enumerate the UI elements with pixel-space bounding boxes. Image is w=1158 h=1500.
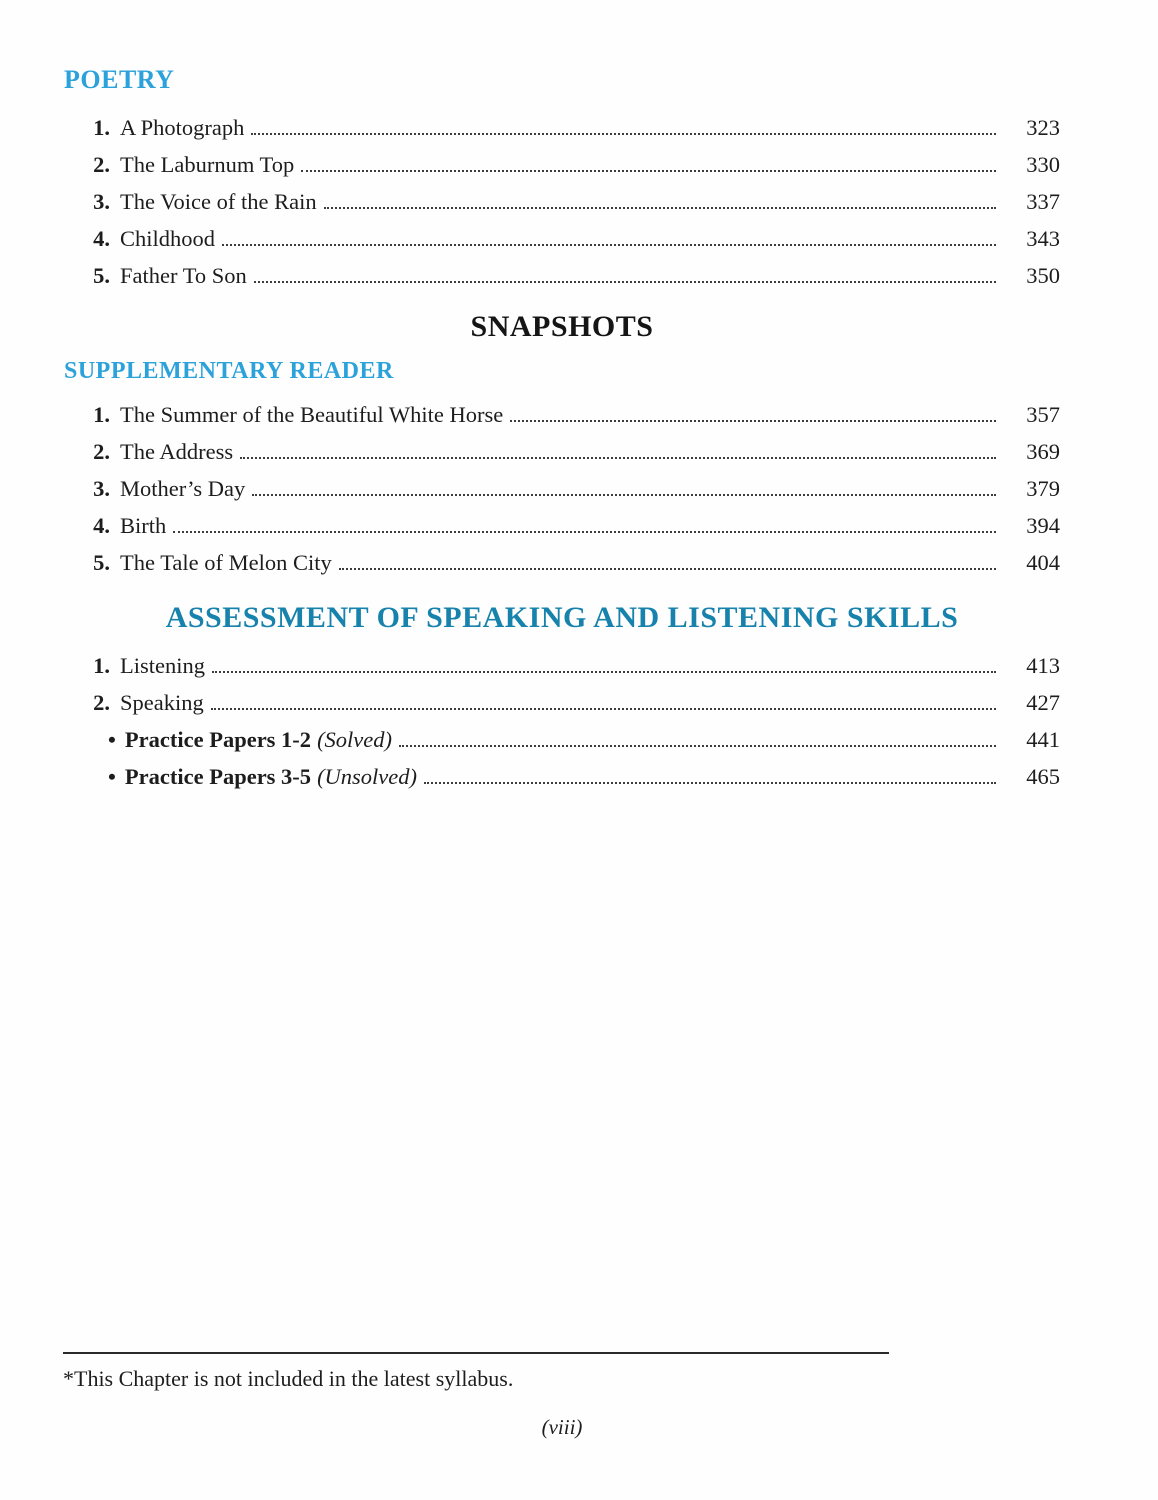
entry-title: Speaking — [120, 690, 204, 715]
entry-number: 1. — [93, 653, 110, 678]
entry-title: The Summer of the Beautiful White Horse — [120, 402, 504, 427]
entry-page: 357 — [1026, 402, 1060, 427]
section-assessment — [64, 600, 1060, 791]
footnote-text: *This Chapter is not included in the latest syllabus. — [63, 1366, 514, 1391]
section-snapshots — [64, 310, 1060, 577]
supplementary-reader-subheading: SUPPLEMENTARY READER — [64, 358, 394, 384]
entry-title-bold: Practice Papers 1-2 — [124, 727, 312, 752]
entry-title-italic: (Unsolved) — [317, 764, 418, 789]
leader-dots — [251, 133, 996, 135]
entry-number: 4. — [93, 226, 110, 251]
leader-dots — [222, 244, 996, 246]
toc-entry — [84, 179, 1060, 216]
page-folio: (viii) — [541, 1415, 583, 1439]
entry-number: 4. — [93, 513, 110, 538]
leader-dots — [399, 745, 996, 747]
entry-title-bold: Practice Papers 3-5 — [124, 764, 312, 789]
snapshots-list — [84, 392, 1060, 577]
entry-page: 404 — [1026, 550, 1060, 575]
bullet-icon: • — [108, 727, 116, 752]
entry-title: Listening — [120, 653, 205, 678]
entry-number: 5. — [93, 263, 110, 288]
leader-dots — [211, 708, 996, 710]
leader-dots — [173, 531, 996, 533]
bullet-icon: • — [108, 764, 116, 789]
entry-title: Birth — [120, 513, 167, 538]
entry-number: 3. — [93, 189, 110, 214]
snapshots-heading: SNAPSHOTS — [470, 310, 654, 343]
toc-entry — [84, 253, 1060, 290]
section-poetry — [64, 66, 1060, 290]
entry-title: Mother’s Day — [120, 476, 246, 501]
entry-page: 427 — [1026, 690, 1060, 715]
leader-dots — [510, 420, 996, 422]
toc-entry — [84, 142, 1060, 179]
toc-entry — [84, 466, 1060, 503]
entry-page: 413 — [1026, 653, 1060, 678]
entry-number: 3. — [93, 476, 110, 501]
leader-dots — [212, 671, 996, 673]
entry-title-italic: (Solved) — [317, 727, 393, 752]
entry-title: The Voice of the Rain — [120, 189, 317, 214]
entry-page: 379 — [1026, 476, 1060, 501]
entry-title: The Laburnum Top — [120, 152, 295, 177]
assessment-heading: ASSESSMENT OF SPEAKING AND LISTENING SKILLS — [165, 601, 959, 634]
toc-entry — [84, 680, 1060, 717]
entry-page: 330 — [1026, 152, 1060, 177]
entry-page: 394 — [1026, 513, 1060, 538]
leader-dots — [240, 457, 996, 459]
toc-entry — [84, 429, 1060, 466]
toc-entry — [84, 643, 1060, 680]
leader-dots — [254, 281, 996, 283]
toc-entry — [84, 503, 1060, 540]
entry-page: 465 — [1026, 764, 1060, 789]
entry-number: 1. — [93, 115, 110, 140]
poetry-subheading: POETRY — [64, 65, 175, 94]
entry-title: The Address — [120, 439, 234, 464]
toc-entry-practice-papers — [108, 754, 1060, 791]
entry-title: Childhood — [120, 226, 216, 251]
toc-entry — [84, 392, 1060, 429]
entry-page: 441 — [1026, 727, 1060, 752]
toc-entry — [84, 216, 1060, 253]
entry-number: 2. — [93, 690, 110, 715]
entry-title: The Tale of Melon City — [120, 550, 332, 575]
entry-page: 337 — [1026, 189, 1060, 214]
leader-dots — [252, 494, 996, 496]
entry-page: 369 — [1026, 439, 1060, 464]
leader-dots — [424, 782, 996, 784]
entry-title: A Photograph — [120, 115, 245, 140]
poetry-list — [84, 105, 1060, 290]
toc-entry — [84, 105, 1060, 142]
toc-entry-practice-papers — [108, 717, 1060, 754]
leader-dots — [324, 207, 996, 209]
entry-page: 343 — [1026, 226, 1060, 251]
entry-number: 2. — [93, 152, 110, 177]
entry-number: 2. — [93, 439, 110, 464]
entry-number: 5. — [93, 550, 110, 575]
entry-title: Father To Son — [120, 263, 247, 288]
entry-page: 323 — [1026, 115, 1060, 140]
entry-number: 1. — [93, 402, 110, 427]
assessment-list — [84, 643, 1060, 791]
leader-dots — [301, 170, 996, 172]
leader-dots — [339, 568, 996, 570]
footnote-divider — [63, 1352, 889, 1354]
entry-page: 350 — [1026, 263, 1060, 288]
toc-entry — [84, 540, 1060, 577]
